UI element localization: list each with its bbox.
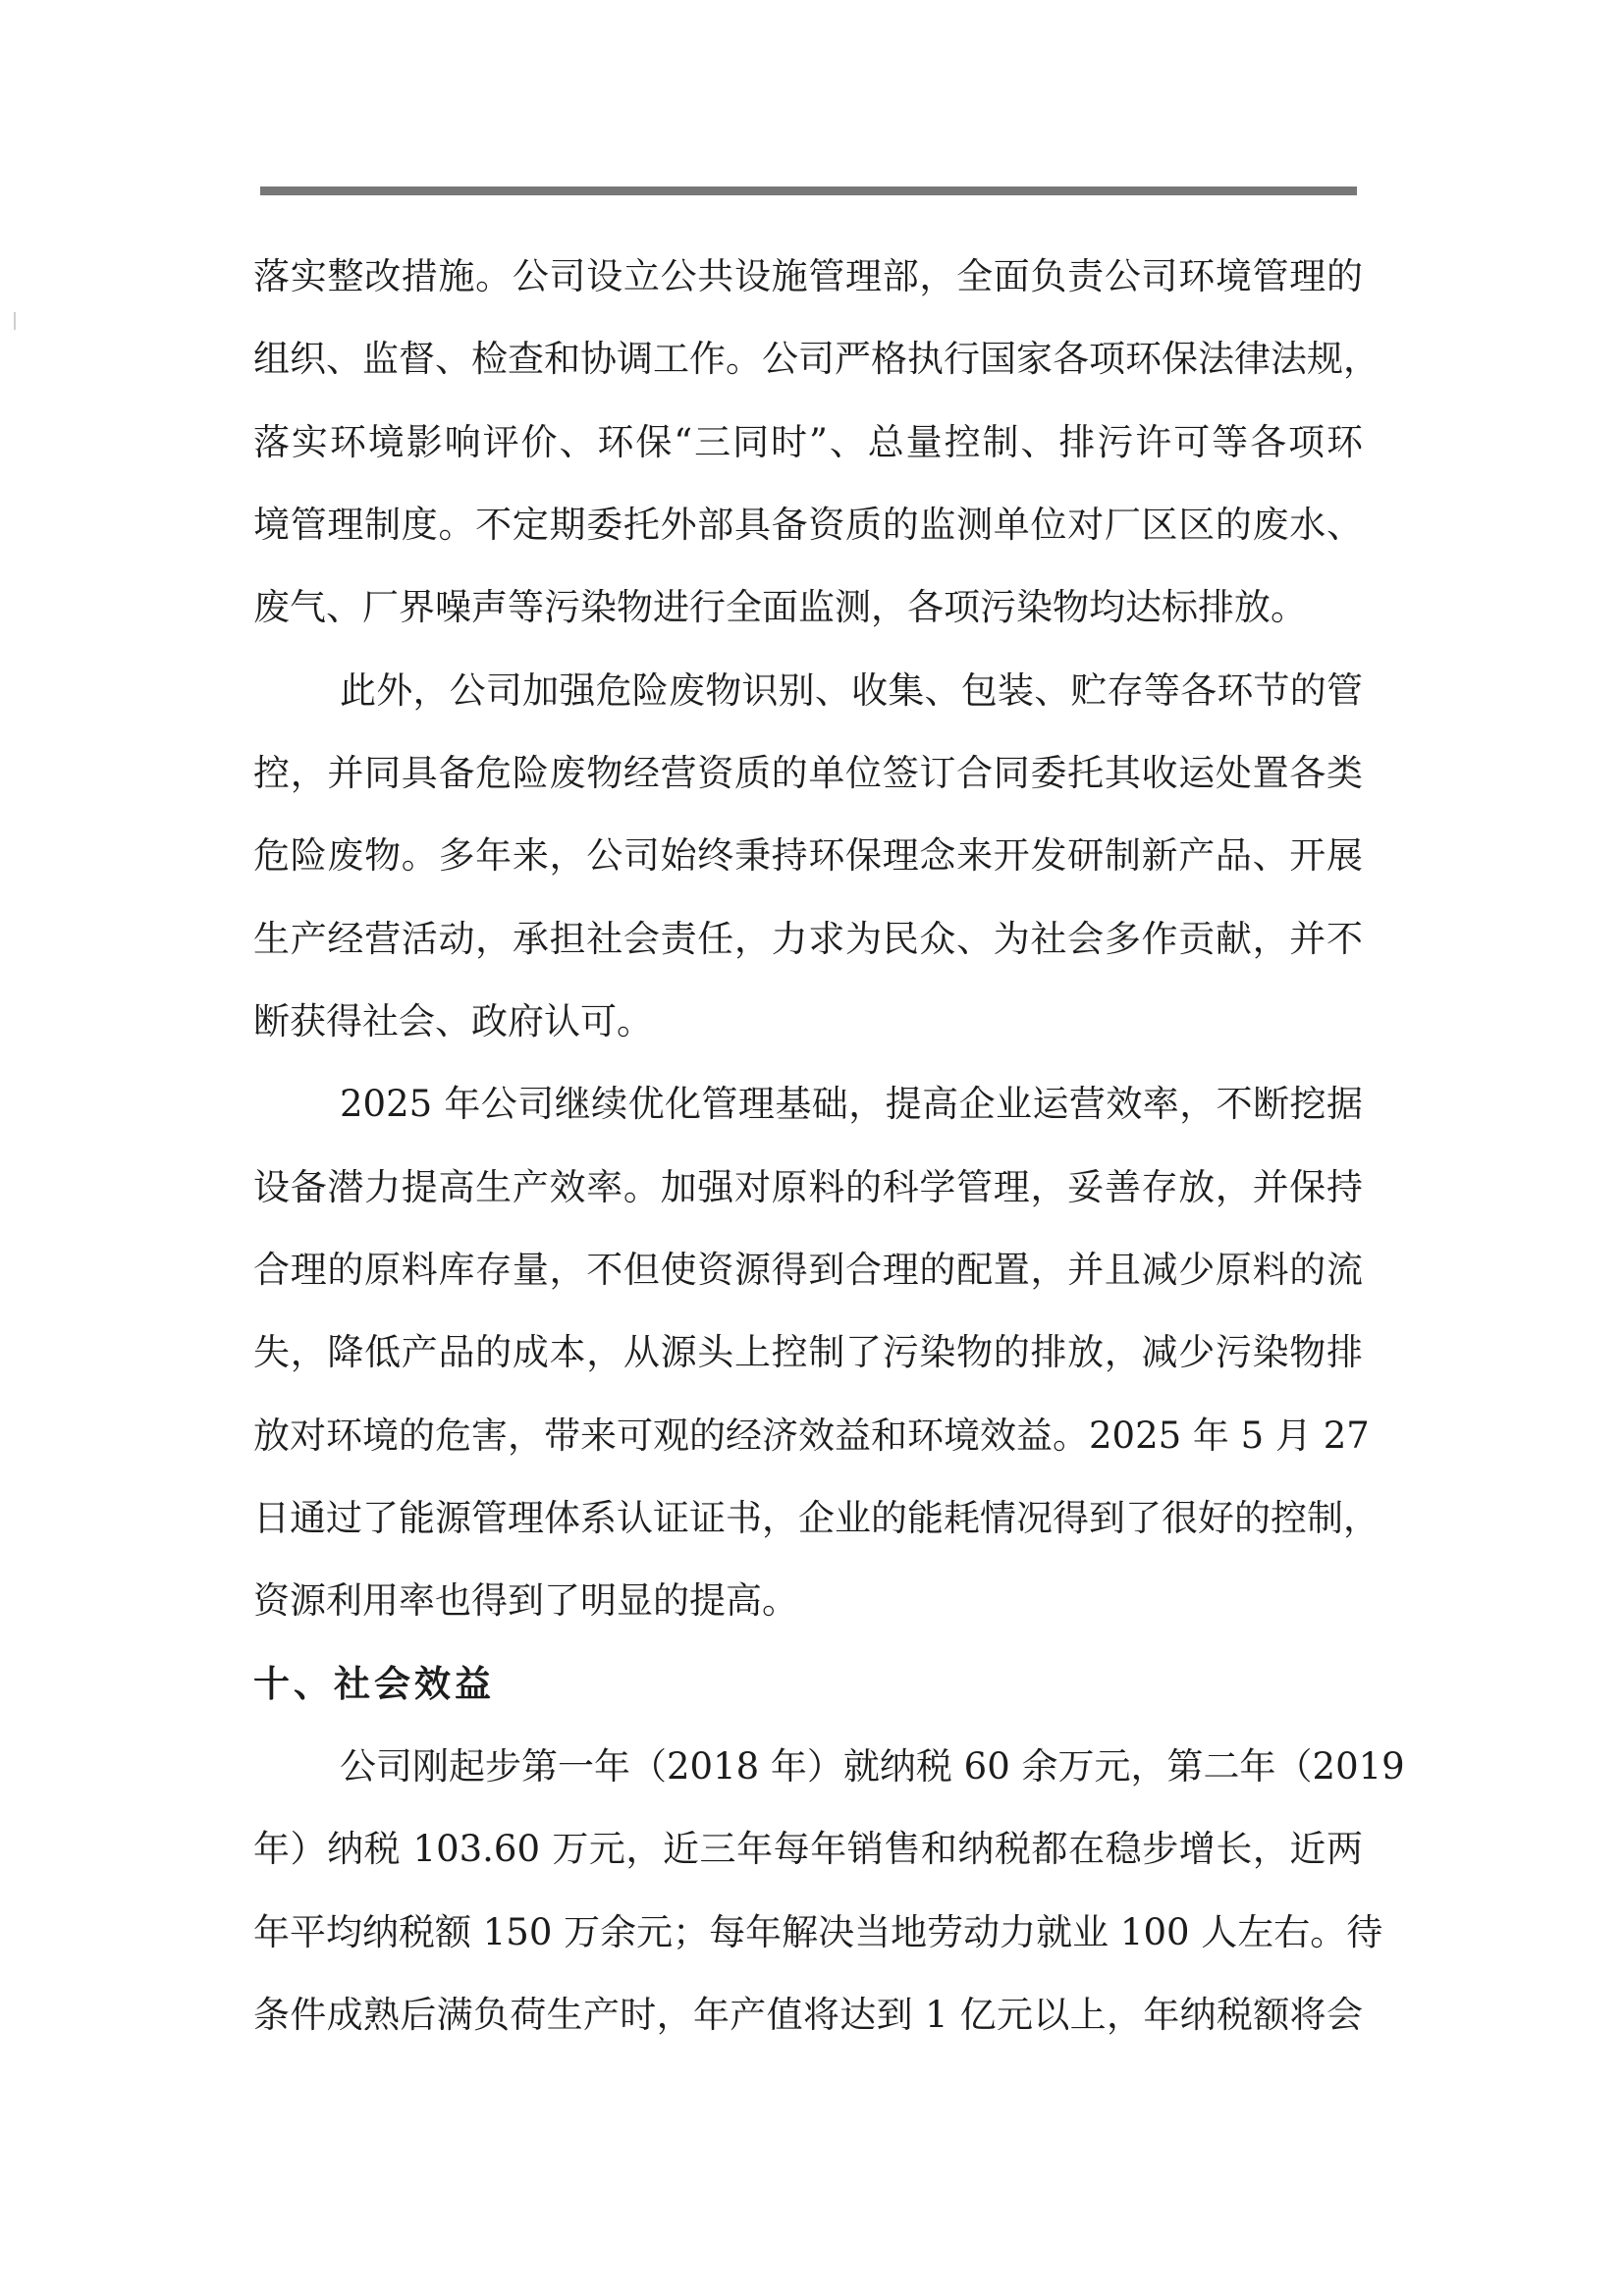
- paragraph-line: 年）纳税 103.60 万元，近三年每年销售和纳税都在稳步增长，近两: [253, 1828, 1363, 1870]
- section-heading: 十、社会效益: [253, 1663, 495, 1705]
- paragraph-line: 生产经营活动，承担社会责任，力求为民众、为社会多作贡献，并不: [253, 918, 1363, 960]
- scan-mark: [14, 312, 16, 330]
- paragraph-line: 废气、厂界噪声等污染物进行全面监测，各项污染物均达标排放。: [253, 586, 1307, 628]
- paragraph-line: 落实环境影响评价、环保“三同时”、总量控制、排污许可等各项环: [253, 421, 1363, 463]
- paragraph-line: 失，降低产品的成本，从源头上控制了污染物的排放，减少污染物排: [253, 1331, 1363, 1373]
- paragraph-line: 危险废物。多年来，公司始终秉持环保理念来开发研制新产品、开展: [253, 834, 1363, 877]
- paragraph-line: 断获得社会、政府认可。: [253, 1000, 653, 1042]
- paragraph-line: 此外，公司加强危险废物识别、收集、包装、贮存等各环节的管: [340, 669, 1363, 712]
- paragraph-line: 设备潜力提高生产效率。加强对原料的科学管理，妥善存放，并保持: [253, 1166, 1363, 1208]
- paragraph-line: 落实整改措施。公司设立公共设施管理部，全面负责公司环境管理的: [253, 255, 1363, 297]
- paragraph-line: 合理的原料库存量，不但使资源得到合理的配置，并且减少原料的流: [253, 1249, 1363, 1291]
- paragraph-line: 条件成熟后满负荷生产时，年产值将达到 1 亿元以上，年纳税额将会: [253, 1994, 1363, 2036]
- paragraph-line: 公司刚起步第一年（2018 年）就纳税 60 余万元，第二年（2019: [340, 1745, 1405, 1788]
- paragraph-line: 资源利用率也得到了明显的提高。: [253, 1579, 798, 1622]
- paragraph-line: 日通过了能源管理体系认证证书，企业的能耗情况得到了很好的控制，: [253, 1497, 1380, 1539]
- paragraph-line: 2025 年公司继续优化管理基础，提高企业运营效率，不断挖据: [340, 1083, 1363, 1125]
- paragraph-line: 年平均纳税额 150 万余元；每年解决当地劳动力就业 100 人左右。待: [253, 1911, 1383, 1953]
- paragraph-line: 组织、监督、检查和协调工作。公司严格执行国家各项环保法律法规，: [253, 338, 1380, 380]
- paragraph-line: 境管理制度。不定期委托外部具备资质的监测单位对厂区区的废水、: [253, 504, 1363, 546]
- paragraph-line: 放对环境的危害，带来可观的经济效益和环境效益。2025 年 5 月 27: [253, 1415, 1370, 1457]
- paragraph-line: 控，并同具备危险废物经营资质的单位签订合同委托其收运处置各类: [253, 752, 1363, 794]
- header-rule: [260, 187, 1357, 195]
